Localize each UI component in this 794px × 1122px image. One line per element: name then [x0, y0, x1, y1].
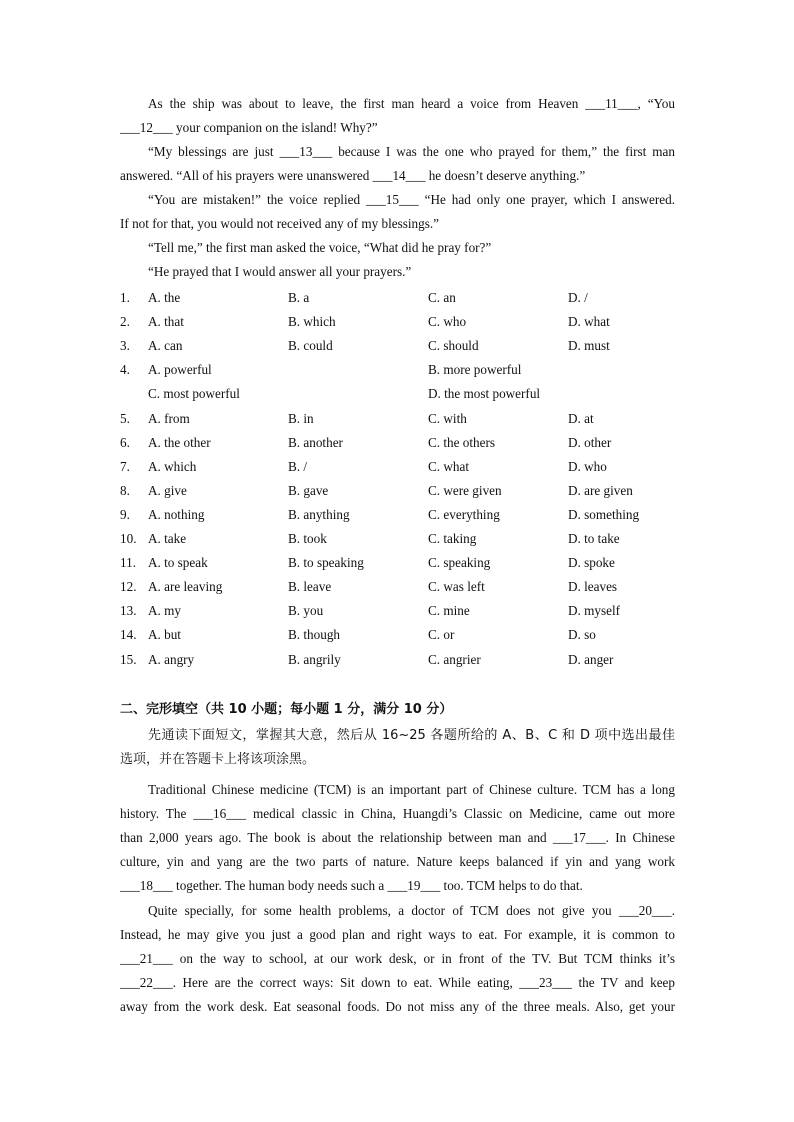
option-d: D. what — [568, 314, 610, 329]
option-d: D. to take — [568, 531, 620, 546]
option-a: A. are leaving — [148, 579, 223, 594]
option-a: A. to speak — [148, 555, 208, 570]
option-c: C. who — [428, 314, 467, 329]
option-c: C. speaking — [428, 555, 491, 570]
question-number: 5. — [120, 411, 130, 426]
option-c: C. mine — [428, 603, 470, 618]
question-number: 14. — [120, 627, 137, 642]
option-c: C. angrier — [428, 652, 481, 667]
option-c: C. should — [428, 338, 479, 353]
option-c: C. with — [428, 411, 467, 426]
section2-instructions-line-2: 选项，并在答题卡上将该项涂黑。 — [120, 752, 316, 767]
option-a: A. the — [148, 290, 181, 305]
passage2-line-8: ___21___ on the way to school, at our work desk, or in front of the TV. But TCM thinks it’s — [120, 951, 675, 966]
option-d: D. something — [568, 507, 640, 522]
option-c: B. more powerful — [428, 362, 522, 377]
option-d: D. spoke — [568, 555, 615, 570]
passage2-line-5: ___18___ together. The human body needs such a ___19___ too. TCM helps to do that. — [120, 878, 583, 893]
option-a: A. powerful — [148, 362, 212, 377]
option-b: B. which — [288, 314, 336, 329]
question-number: 3. — [120, 338, 130, 353]
option-row — [120, 407, 680, 431]
question-number: 8. — [120, 483, 130, 498]
question-number: 12. — [120, 579, 137, 594]
section2-instructions-line-1: 先通读下面短文，掌握其大意，然后从 16~25 各题所给的 A、B、C 和 D 项中选出最佳 — [148, 728, 675, 743]
option-d: D. at — [568, 411, 594, 426]
option-a: A. that — [148, 314, 184, 329]
option-c: D. the most powerful — [428, 386, 541, 401]
option-c: C. what — [428, 459, 470, 474]
passage1-line-3: “My blessings are just ___13___ because I was the one who prayed for them,” the first man — [148, 144, 675, 159]
option-b: B. though — [288, 627, 341, 642]
option-row — [120, 551, 680, 575]
option-d: D. must — [568, 338, 610, 353]
option-a: A. take — [148, 531, 187, 546]
passage1-line-5: “You are mistaken!” the voice replied ___15___ “He had only one prayer, which I answered. — [148, 192, 675, 207]
option-b: B. anything — [288, 507, 350, 522]
passage2-line-2: history. The ___16___ medical classic in China, Huangdi’s Classic on Medicine, came out more — [120, 806, 675, 821]
question-number: 10. — [120, 531, 137, 546]
option-row — [120, 648, 680, 672]
option-b: B. another — [288, 435, 343, 450]
option-c: C. the others — [428, 435, 496, 450]
option-b: B. to speaking — [288, 555, 364, 570]
option-d: D. so — [568, 627, 596, 642]
question-number: 1. — [120, 290, 130, 305]
question-number: 9. — [120, 507, 130, 522]
option-a: A. from — [148, 411, 190, 426]
option-d: D. / — [568, 290, 588, 305]
passage2-line-4: culture, yin and yang are the two parts of nature. Nature keeps balanced if yin and yang work — [120, 854, 675, 869]
option-a: A. but — [148, 627, 181, 642]
passage2-line-6: Quite specially, for some health problems, a doctor of TCM does not give you ___20___. — [148, 903, 675, 918]
option-row — [120, 334, 680, 358]
option-c: C. was left — [428, 579, 485, 594]
option-b: B. leave — [288, 579, 332, 594]
option-a: C. most powerful — [148, 386, 240, 401]
option-c: C. or — [428, 627, 455, 642]
option-b: B. angrily — [288, 652, 341, 667]
passage1-line-2: ___12___ your companion on the island! Why?” — [120, 120, 378, 135]
option-d: D. myself — [568, 603, 621, 618]
passage2-line-3: than 2,000 years ago. The book is about the relationship between man and ___17___. In Chinese — [120, 830, 675, 845]
option-d: D. other — [568, 435, 612, 450]
option-c: C. everything — [428, 507, 500, 522]
option-row — [120, 575, 680, 599]
option-row — [120, 382, 680, 406]
question-number: 15. — [120, 652, 137, 667]
passage2-line-10: away from the work desk. Eat seasonal foods. Do not miss any of the three meals. Also, get your — [120, 999, 675, 1014]
passage2-line-9: ___22___. Here are the correct ways: Sit down to eat. While eating, ___23___ the TV and keep — [120, 975, 675, 990]
option-a: A. can — [148, 338, 183, 353]
option-a: A. my — [148, 603, 181, 618]
option-d: D. who — [568, 459, 607, 474]
passage1-line-8: “He prayed that I would answer all your prayers.” — [148, 264, 412, 279]
option-row — [120, 527, 680, 551]
question-number: 13. — [120, 603, 137, 618]
option-row — [120, 455, 680, 479]
option-c: C. were given — [428, 483, 502, 498]
option-a: A. the other — [148, 435, 211, 450]
option-d: D. leaves — [568, 579, 618, 594]
option-row — [120, 358, 680, 382]
option-row — [120, 310, 680, 334]
option-row — [120, 503, 680, 527]
option-c: C. an — [428, 290, 456, 305]
option-b: B. a — [288, 290, 310, 305]
option-row — [120, 431, 680, 455]
option-row — [120, 479, 680, 503]
passage1-line-7: “Tell me,” the first man asked the voice, “What did he pray for?” — [148, 240, 492, 255]
passage1-line-4: answered. “All of his prayers were unanswered ___14___ he doesn’t deserve anything.” — [120, 168, 586, 183]
question-number: 11. — [120, 555, 136, 570]
option-b: B. gave — [288, 483, 329, 498]
option-a: A. angry — [148, 652, 195, 667]
option-a: A. which — [148, 459, 197, 474]
option-a: A. give — [148, 483, 187, 498]
option-row — [120, 599, 680, 623]
option-row — [120, 623, 680, 647]
option-d: D. anger — [568, 652, 614, 667]
section2-heading: 二、完形填空（共 10 小题；每小题 1 分，满分 10 分） — [120, 702, 453, 717]
option-b: B. in — [288, 411, 314, 426]
passage2-line-7: Instead, he may give you just a good plan and right ways to eat. For example, it is common to — [120, 927, 675, 942]
option-a: A. nothing — [148, 507, 205, 522]
passage1-line-6: If not for that, you would not received any of my blessings.” — [120, 216, 439, 231]
option-c: C. taking — [428, 531, 477, 546]
option-b: B. could — [288, 338, 333, 353]
question-number: 6. — [120, 435, 130, 450]
option-b: B. took — [288, 531, 327, 546]
option-b: B. / — [288, 459, 308, 474]
passage1-line-1: As the ship was about to leave, the first man heard a voice from Heaven ___11___, “You — [148, 96, 675, 111]
question-number: 2. — [120, 314, 130, 329]
question-number: 4. — [120, 362, 130, 377]
question-number: 7. — [120, 459, 130, 474]
option-b: B. you — [288, 603, 324, 618]
passage2-line-1: Traditional Chinese medicine (TCM) is an important part of Chinese culture. TCM has a long — [148, 782, 675, 797]
option-row — [120, 286, 680, 310]
option-d: D. are given — [568, 483, 633, 498]
